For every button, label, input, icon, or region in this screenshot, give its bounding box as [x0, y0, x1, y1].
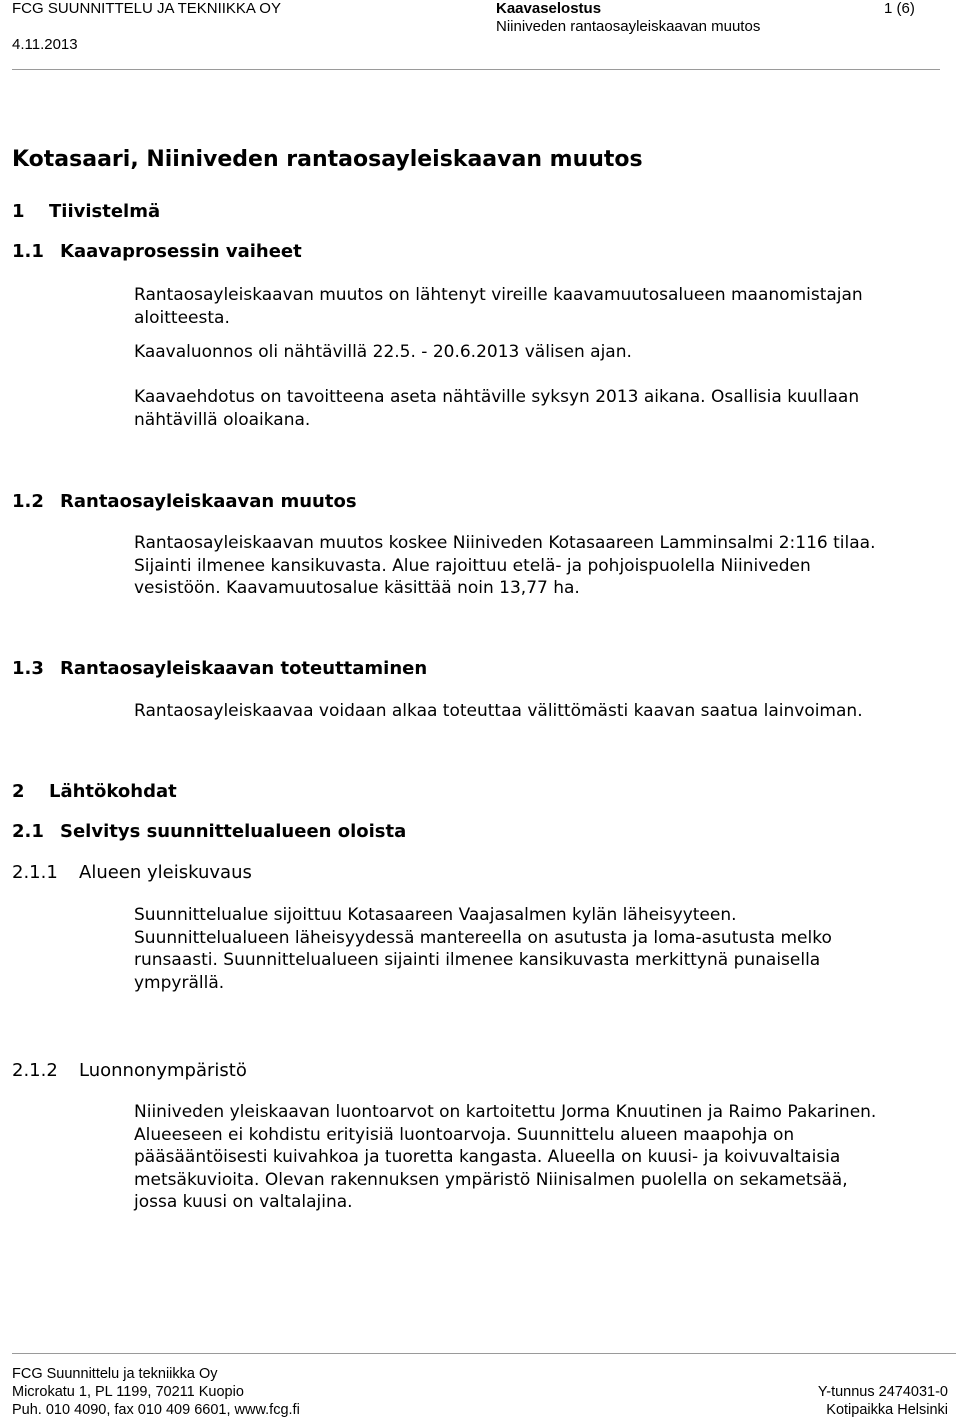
- heading-number: 1.3: [12, 658, 44, 679]
- footer-business-id: Y-tunnus 2474031-0: [817, 1384, 948, 1400]
- header-date: 4.11.2013: [12, 36, 78, 53]
- text-line: Alueeseen ei kohdistu erityisiä luontoarvoja. Suunnittelu alueen maapohja on: [134, 1124, 795, 1145]
- text-line: Rantaosayleiskaavan muutos koskee Niiniveden Kotasaareen Lamminsalmi 2:116 tilaa.: [134, 533, 876, 553]
- heading-2-1: [12, 821, 406, 843]
- footer-address: Microkatu 1, PL 1199, 70211 Kuopio: [12, 1384, 244, 1400]
- text-line: Kaavaehdotus on tavoitteena aseta nähtäville syksyn 2013 aikana. Osallisia kuullaan: [134, 387, 860, 407]
- heading-2: [12, 781, 177, 803]
- paragraph-2-1-2: [134, 1101, 934, 1214]
- heading-1-1: [12, 241, 302, 263]
- text-line: vesistöön. Kaavamuutosalue käsittää noin 13,77 ha.: [134, 578, 580, 598]
- heading-2-1-2: [12, 1060, 247, 1082]
- text-line: Sijainti ilmenee kansikuvasta. Alue rajoittuu etelä- ja pohjoispuolella Niiniveden: [134, 555, 811, 576]
- paragraph-1-1-c: [134, 386, 934, 431]
- header-doc-type: Kaavaselostus: [496, 0, 602, 17]
- footer-domicile: Kotipaikka Helsinki: [826, 1402, 948, 1418]
- text-line: Niiniveden yleiskaavan luontoarvot on kartoitettu Jorma Knuutinen ja Raimo Pakarinen.: [134, 1102, 877, 1122]
- heading-1-3: [12, 658, 427, 680]
- heading-number: 2.1.2: [12, 1060, 58, 1081]
- footer-divider: [12, 1353, 956, 1354]
- heading-number: 1.2: [12, 491, 44, 512]
- footer-company: FCG Suunnittelu ja tekniikka Oy: [12, 1366, 218, 1382]
- heading-text: Kaavaprosessin vaiheet: [60, 241, 302, 262]
- heading-1-2: [12, 491, 357, 513]
- paragraph-2-1-1: [134, 904, 934, 994]
- heading-text: Lähtökohdat: [49, 781, 177, 802]
- heading-text: Selvitys suunnittelualueen oloista: [60, 821, 407, 842]
- text-line: Rantaosayleiskaavaa voidaan alkaa toteuttaa välittömästi kaavan saatua lainvoiman.: [134, 701, 863, 721]
- header-company: FCG SUUNNITTELU JA TEKNIIKKA OY: [12, 0, 281, 17]
- heading-2-1-1: [12, 862, 252, 884]
- paragraph-1-3: [134, 700, 934, 723]
- text-line: Suunnittelualue sijoittuu Kotasaareen Vaajasalmen kylän läheisyyteen.: [134, 905, 737, 925]
- heading-number: 1.1: [12, 241, 44, 262]
- text-line: ympyrällä.: [134, 972, 225, 993]
- text-line: Suunnittelualueen läheisyydessä mantereella on asutusta ja loma-asutusta melko: [134, 927, 832, 948]
- header-divider: [12, 69, 940, 70]
- heading-number: 2.1: [12, 821, 44, 842]
- text-line: jossa kuusi on valtalajina.: [134, 1192, 353, 1212]
- heading-number: 2.1.1: [12, 862, 58, 883]
- heading-text: Alueen yleiskuvaus: [79, 862, 252, 883]
- header-doc-subtitle: Niiniveden rantaosayleiskaavan muutos: [496, 18, 761, 35]
- text-line: nähtävillä oloaikana.: [134, 409, 311, 430]
- text-line: Rantaosayleiskaavan muutos on lähtenyt vireille kaavamuutosalueen maanomistajan: [134, 285, 863, 305]
- paragraph-1-1-b: [134, 341, 934, 364]
- footer-phone: Puh. 010 4090, fax 010 409 6601, www.fcg.fi: [12, 1402, 300, 1418]
- heading-text: Luonnonympäristö: [79, 1060, 247, 1081]
- header-page-number: 1 (6): [884, 0, 915, 17]
- heading-number: 1: [12, 201, 25, 222]
- document-title: Kotasaari, Niiniveden rantaosayleiskaavan muutos: [12, 147, 643, 172]
- text-line: metsäkuvioita. Olevan rakennuksen ympäristö Niinisalmen puolella on sekametsää,: [134, 1169, 848, 1190]
- heading-text: Rantaosayleiskaavan muutos: [60, 491, 357, 512]
- heading-text: Tiivistelmä: [49, 201, 161, 222]
- text-line: Kaavaluonnos oli nähtävillä 22.5. - 20.6.2013 välisen ajan.: [134, 342, 632, 362]
- text-line: runsaasti. Suunnittelualueen sijainti ilmenee kansikuvasta merkittynä punaisella: [134, 950, 821, 970]
- paragraph-1-2: [134, 532, 934, 600]
- text-line: aloitteesta.: [134, 307, 230, 328]
- paragraph-1-1-a: [134, 284, 934, 329]
- heading-number: 2: [12, 781, 25, 802]
- heading-1: [12, 201, 160, 223]
- heading-text: Rantaosayleiskaavan toteuttaminen: [60, 658, 428, 679]
- text-line: pääsääntöisesti kuivahkoa ja tuoretta kangasta. Alueella on kuusi- ja koivuvaltaisia: [134, 1147, 841, 1167]
